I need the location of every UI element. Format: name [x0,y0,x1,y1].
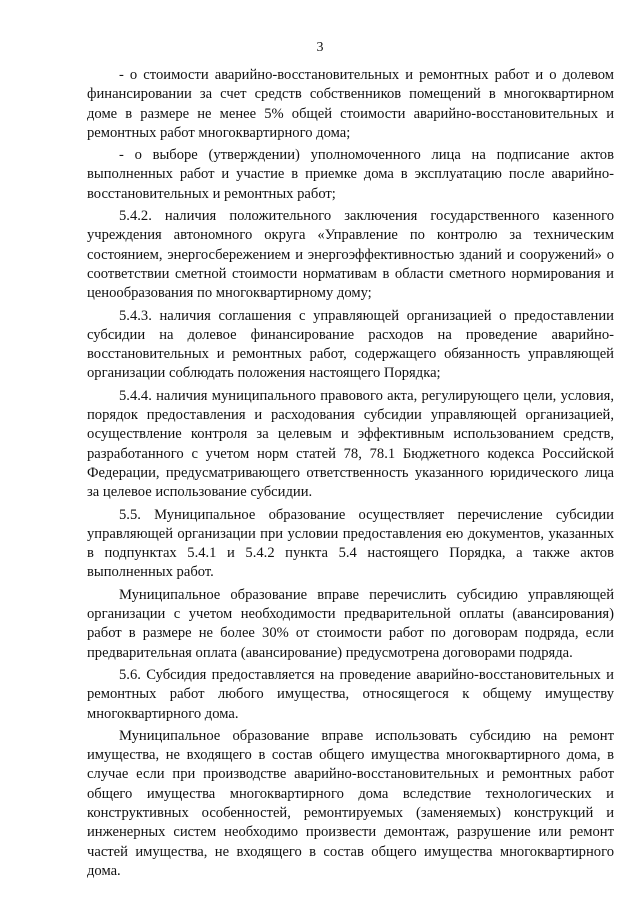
paragraph-5-4-4: 5.4.4. наличия муниципального правового акта, регулирующего цели, условия, порядок предоставления и расходования субсидии управляющей организацией, осуществление контроля за целевым и эффективным использованием средств, разработанного с учетом норм статей 78, 78.1 Бюджетного кодекса Российской Федерации, предусматривающего ответственность указанного юридического лица за целевое использование субсидии. [87,387,614,501]
paragraph-authorized-person: - о выборе (утверждении) уполномоченного лица на подписание актов выполненных работ и участие в приемке дома в эксплуатацию после аварийно-восстановительных и ремонтных работ; [87,147,614,202]
paragraph-prepayment: Муниципальное образование вправе перечислить субсидию управляющей организации с учетом необходимости предварительной оплаты (авансирования) работ в размере не более 30% от стоимости работ по договорам подряда, если предварительная оплата (авансирование) предусмотрена договорами подряда. [87,586,614,661]
paragraph-5-4-2: 5.4.2. наличия положительного заключения государственного казенного учреждения автономного округа «Управление по контролю за техническим состоянием, энергосбережением и энергоэффективностью зданий и сооружений» о соответствии сметной стоимости нормативам в области сметного нормирования и ценообразования по многоквартирному дому; [87,208,614,302]
page-number: 3 [316,40,324,55]
paragraph-5-6: 5.6. Субсидия предоставляется на проведение аварийно-восстановительных и ремонтных работ любого имущества, относящегося к общему имуществу многоквартирного дома. [87,666,614,722]
document-body [87,66,614,884]
paragraph-non-common-property-repair: Муниципальное образование вправе использовать субсидию на ремонт имущества, не входящего в состав общего имущества многоквартирного дома, в случае если при производстве аварийно-восстановительных и ремонтных работ общего имущества многоквартирного дома вследствие технологических и конструктивных особенностей, ремонтируемых (заменяемых) конструкций и инженерных систем необходимо произвести демонтаж, разрушение или ремонт частей имущества, не входящего в состав общего имущества многоквартирного дома. [87,727,614,879]
paragraph-5-5: 5.5. Муниципальное образование осуществляет перечисление субсидии управляющей организации при условии предоставления ею документов, указанных в подпунктах 5.4.1 и 5.4.2 пункта 5.4 настоящего Порядка, а также актов выполненных работ. [87,506,614,581]
paragraph-cost-and-shared-financing: - о стоимости аварийно-восстановительных и ремонтных работ и о долевом финансировании за счет средств собственников помещений в многоквартирном доме в размере не менее 5% общей стоимости аварийно-восстановительных и ремонтных работ многоквартирного дома; [87,67,614,141]
paragraph-5-4-3: 5.4.3. наличия соглашения с управляющей организацией о предоставлении субсидии на долевое финансирование расходов на проведение аварийно-восстановительных и ремонтных работ, содержащего обязанность управляющей организации соблюдать положения настоящего Порядка; [87,307,614,382]
